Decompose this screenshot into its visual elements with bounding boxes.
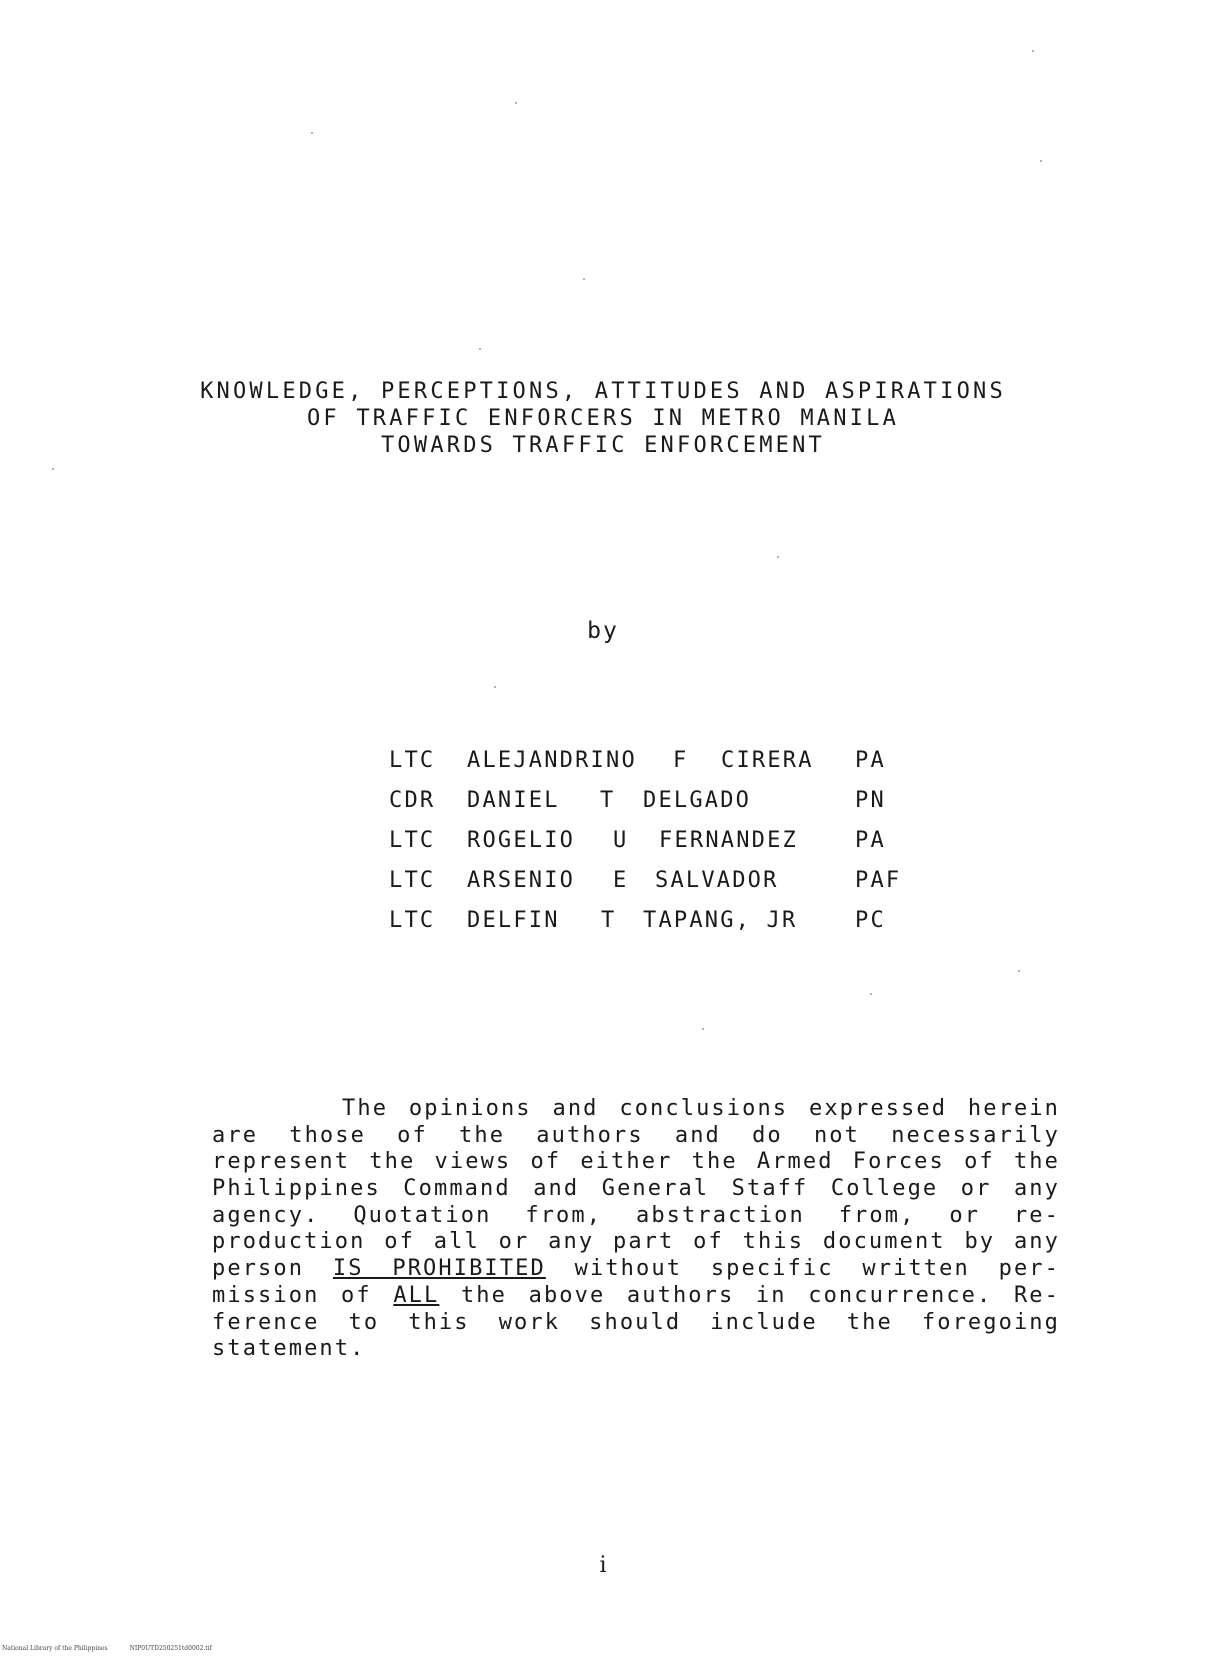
- file-name: NIP0UTD250251td0002.tif: [129, 1645, 212, 1652]
- all-emphasis: ALL: [393, 1282, 440, 1308]
- statement-line: represent the views of either the Armed Forces of the: [212, 1149, 1060, 1175]
- author-middle-initial: T: [601, 908, 617, 933]
- author-first-name: DELFIN: [467, 908, 560, 933]
- author-last-name: CIRERA: [721, 748, 814, 773]
- scan-speck: [1018, 970, 1020, 972]
- statement-line: are those of the authors and do not necessarily: [212, 1122, 1060, 1148]
- page-number: i: [599, 1553, 607, 1578]
- by-label: by: [587, 618, 619, 644]
- author-middle-initial: T: [600, 788, 616, 813]
- title-line-1: KNOWLEDGE, PERCEPTIONS, ATTITUDES AND ASPIRATIONS: [200, 379, 1006, 404]
- author-middle-initial: F: [673, 748, 689, 773]
- statement-line: The opinions and conclusions expressed herein: [342, 1096, 1060, 1121]
- author-row: [389, 908, 886, 948]
- author-first-name: ROGELIO: [467, 828, 576, 853]
- author-last-name: TAPANG, JR: [643, 908, 798, 933]
- author-rank: LTC: [389, 748, 436, 773]
- author-rank: LTC: [389, 868, 436, 893]
- scan-speck: [777, 556, 779, 558]
- statement-text: without specific written per-: [545, 1256, 1060, 1282]
- statement-line: agency. Quotation from, abstraction from, or re-: [212, 1202, 1060, 1228]
- author-first-name: ARSENIO: [467, 868, 576, 893]
- author-service: PA: [855, 828, 886, 853]
- statement-line: ference to this work should include the foregoing: [212, 1309, 1060, 1335]
- statement-line: production of all or any part of this document by any: [212, 1229, 1060, 1255]
- statement-text: the above authors in concurrence. Re-: [439, 1282, 1060, 1308]
- disclaimer-statement: [212, 1096, 1060, 1363]
- author-row: [389, 868, 902, 908]
- statement-line: Philippines Command and General Staff College or any: [212, 1176, 1060, 1202]
- statement-line: [212, 1256, 1060, 1283]
- author-row: [389, 748, 886, 788]
- author-last-name: DELGADO: [643, 788, 752, 813]
- author-rank: LTC: [389, 908, 436, 933]
- scan-speck: [515, 102, 517, 104]
- scan-speck: [870, 993, 872, 995]
- scan-speck: [583, 278, 585, 280]
- scan-speck: [479, 348, 481, 350]
- scan-footer: [2, 1645, 234, 1652]
- author-service: PC: [855, 908, 886, 933]
- author-service: PN: [855, 788, 886, 813]
- author-rank: CDR: [389, 788, 436, 813]
- scan-speck: [52, 468, 54, 470]
- statement-text: mission of: [212, 1282, 394, 1308]
- author-service: PA: [855, 748, 886, 773]
- author-middle-initial: U: [613, 828, 629, 853]
- author-last-name: SALVADOR: [655, 868, 779, 893]
- author-list: [389, 748, 902, 948]
- title-line-2: OF TRAFFIC ENFORCERS IN METRO MANILA: [306, 406, 900, 431]
- library-credit: National Library of the Philippines: [2, 1645, 108, 1652]
- scan-speck: [311, 132, 313, 134]
- author-rank: LTC: [389, 828, 436, 853]
- document-title: [0, 378, 1206, 459]
- scan-speck: [1040, 160, 1042, 162]
- author-service: PAF: [855, 868, 902, 893]
- statement-line: [212, 1283, 1060, 1310]
- scan-speck: [1032, 50, 1034, 52]
- statement-text: person: [212, 1256, 333, 1282]
- statement-line: statement.: [212, 1336, 366, 1362]
- author-middle-initial: E: [613, 868, 629, 893]
- title-line-3: TOWARDS TRAFFIC ENFORCEMENT: [380, 433, 826, 458]
- scan-speck: [702, 1028, 704, 1030]
- author-first-name: ALEJANDRINO: [467, 748, 637, 773]
- author-first-name: DANIEL: [467, 788, 560, 813]
- prohibited-emphasis: IS PROHIBITED: [332, 1256, 546, 1282]
- author-last-name: FERNANDEZ: [659, 828, 799, 853]
- scan-speck: [494, 686, 496, 688]
- author-row: [389, 828, 886, 868]
- author-row: [389, 788, 886, 828]
